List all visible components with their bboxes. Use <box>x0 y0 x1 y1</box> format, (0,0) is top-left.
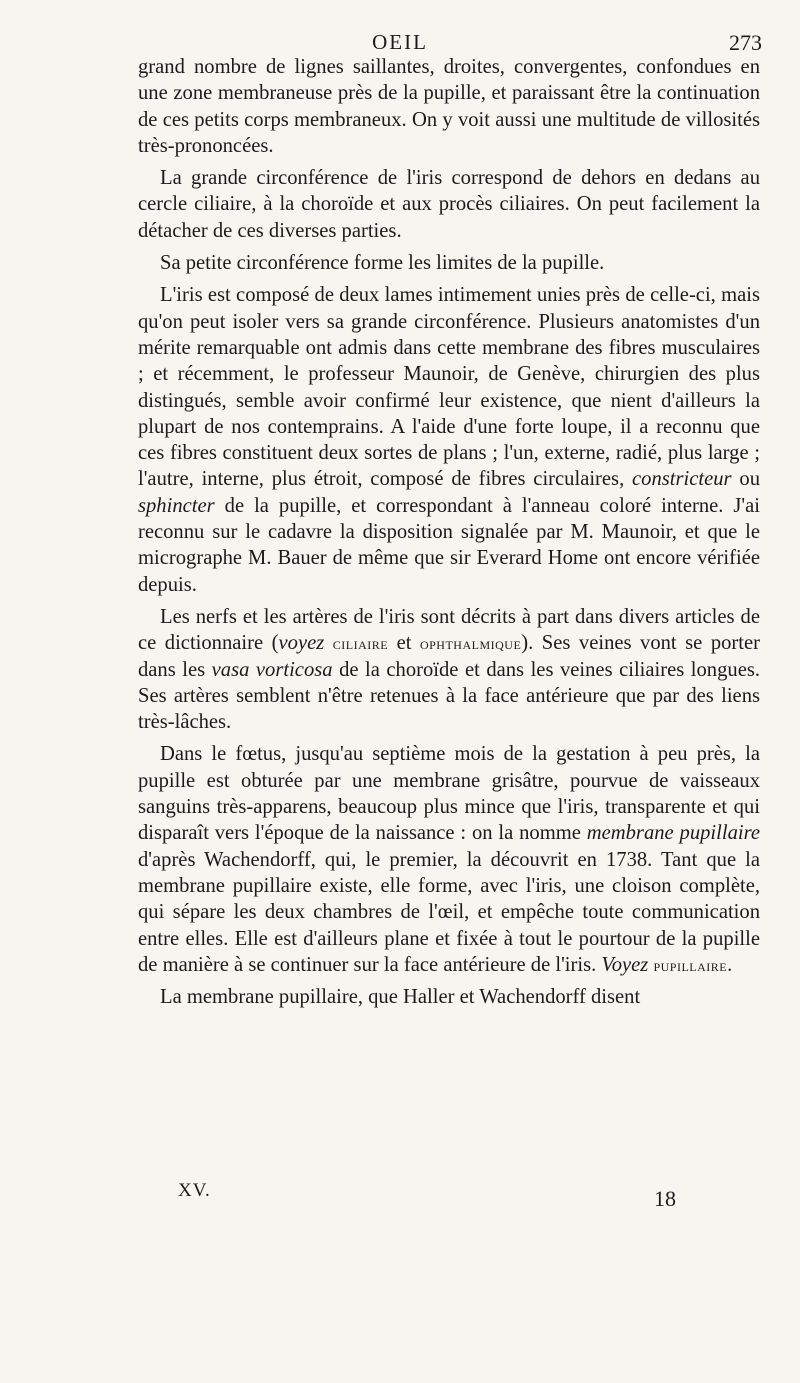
signature-mark: XV. <box>178 1180 211 1201</box>
paragraph-6-text-c: . <box>727 953 733 976</box>
paragraph-5-smallcaps-2: ophthalmique <box>419 633 522 654</box>
paragraph-4-text-a: L'iris est composé de deux lames intimement unies près de celle-ci, mais qu'on peut isoler vers sa grande circonférence. Plusieurs anatomistes d'un mérite remarquable ont admis dans cette membrane des fibres musculaires ; et récemment, le professeur Maunoir, de Genève, chirurgien des plus distingués, semble avoir confirmé leur existence, que nient d'ailleurs la plupart de nos contemprains. A l'aide d'une forte loupe, il a reconnu que ces fibres constituent deux sortes de plans ; l'un, externe, radié, plus large ; l'autre, interne, plus étroit, composé de fibres circulaires, <box>138 284 760 491</box>
paragraph-5-smallcaps-1: ciliaire <box>332 633 389 654</box>
page-footer <box>0 1180 800 1210</box>
sheet-number: 18 <box>654 1186 676 1211</box>
paragraph-2: La grande circonférence de l'iris correspond de dehors en dedans au cercle ciliaire, à la choroïde et aux procès ciliaires. On peut facilement la détacher de ces diverses parties. <box>138 167 760 242</box>
paragraph-6-text-a: Dans le fœtus, jusqu'au septième mois de la gestation à peu près, la pupille est obturée par une membrane grisâtre, pourvue de vaisseaux sanguins très-apparens, beaucoup plus mince que l'iris, transparente et qui disparaît vers l'époque de la naissance : on la nomme <box>138 743 760 845</box>
running-head: OEIL <box>372 30 428 54</box>
paragraph-4-text-b: ou <box>731 468 760 491</box>
paragraph-6-smallcaps-1: pupillaire <box>653 954 728 975</box>
paragraph-4 <box>138 282 760 598</box>
page-number: 273 <box>729 30 762 55</box>
paragraph-4-italic-2: sphincter <box>138 494 215 517</box>
paragraph-5-text-b: et <box>388 632 420 655</box>
paragraph-6-italic-1: membrane pupillaire <box>586 822 760 845</box>
paragraph-5-text-c: ). Ses veines vont se porter dans les <box>138 632 760 681</box>
paragraph-5-text-a: Les nerfs et les artères de l'iris sont décrits à part dans divers articles de ce dictionnaire ( <box>138 605 760 655</box>
paragraph-4-italic-1: constricteur <box>632 468 732 491</box>
paragraph-5-text-d: de la choroïde et dans les veines ciliaires longues. Ses artères semblent n'être retenues à la face antérieure que par des liens très-lâches. <box>138 658 760 734</box>
paragraph-6-italic-2: Voyez <box>601 953 649 976</box>
body-text <box>138 54 760 1016</box>
paragraph-5-italic-2: vasa vorticosa <box>211 658 333 681</box>
paragraph-4-text-c: de la pupille, et correspondant à l'anneau coloré interne. J'ai reconnu sur le cadavre la disposition signalée par M. Maunoir, et que le micrographe M. Bauer de même que sir Everard Home ont encore vérifiée depuis. <box>138 494 760 596</box>
paragraph-6 <box>138 741 760 978</box>
paragraph-3: Sa petite circonférence forme les limites de la pupille. <box>160 252 605 275</box>
paragraph-7: La membrane pupillaire, que Haller et Wachendorff disent <box>160 986 641 1009</box>
paragraph-5-italic-1: voyez <box>278 632 325 655</box>
paragraph-1: grand nombre de lignes saillantes, droites, convergentes, confondues en une zone membraneuse près de la pupille, et paraissant être la continuation de ces petits corps membraneux. On y voit aussi une multitude de villosités très-prononcées. <box>138 56 760 157</box>
paragraph-5 <box>138 604 760 735</box>
paragraph-6-text-b: d'après Wachendorff, qui, le premier, la découvrit en 1738. Tant que la membrane pupillaire existe, elle forme, avec l'iris, une cloison complète, qui sépare les deux chambres de l'œil, et empêche toute communication entre elles. Elle est d'ailleurs plane et fixée à tout le pourtour de la pupille de manière à se continuer sur la face antérieure de l'iris. <box>138 848 760 976</box>
